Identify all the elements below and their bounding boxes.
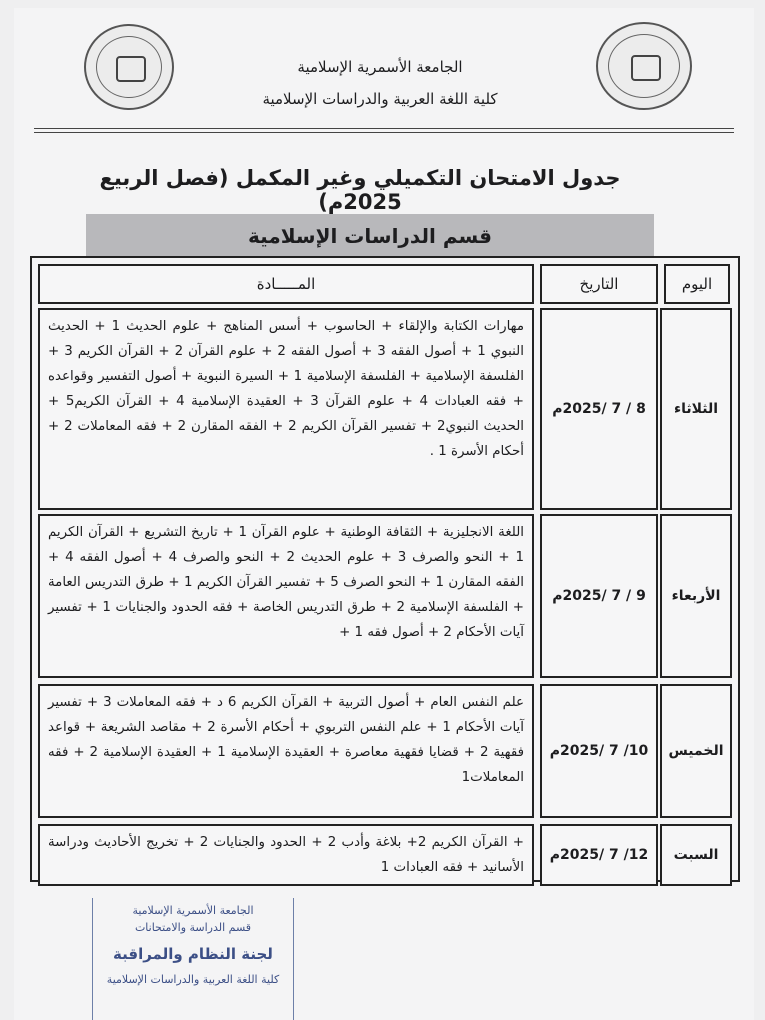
row-date-tuesday: 8 / 7 /2025م bbox=[540, 308, 658, 510]
university-logo-icon bbox=[84, 24, 174, 110]
row-subjects-tuesday: مهارات الكتابة والإلقاء + الحاسوب + أسس المناهج + علوم الحديث 1 + الحديث النبوي 1 + أصول الفقه 3 + أصول الفقه 2 + علوم القرآن 2 + القرآن الكريم 3 + الفلسفة الإسلامية + الفلسفة الإسلامية 1 + السيرة النبوية + أصول التفسير وقواعده + فقه العبادات 4 + علوم القرآن 3 + العقيدة الإسلامية 4 + القرآن الكريم5 + الحديث النبوي2 + تفسير القرآن الكريم 2 + الفقه المقارن 2 + فقه المعاملات 2 + أحكام الأسرة 1 . bbox=[38, 308, 534, 510]
row-subjects-saturday: + القرآن الكريم 2+ بلاغة وأدب 2 + الحدود والجنايات 2 + تخريج الأحاديث ودراسة الأسانيد + فقه العبادات 1 bbox=[38, 824, 534, 886]
page-title: جدول الامتحان التكميلي وغير المكمل (فصل الربيع 2025م) bbox=[99, 166, 621, 214]
stamp-line-faculty: كلية اللغة العربية والدراسات الإسلامية bbox=[106, 973, 280, 986]
row-subjects-thursday: علم النفس العام + أصول التربية + القرآن الكريم 6 د + فقه المعاملات 3 + تفسير آيات الأحكام 1 + علم النفس التربوي + أحكام الأسرة 2 + مقاصد الشريعة + قواعد فقهية 2 + قضايا فقهية معاصرة + العقيدة الإسلامية 1 + العقيدة الإسلامية 2 + فقه المعاملات1 bbox=[38, 684, 534, 818]
row-date-wednesday: 9 / 7 /2025م bbox=[540, 514, 658, 678]
stamp-line-committee: لجنة النظام والمراقبة bbox=[113, 945, 273, 963]
row-day-wednesday: الأربعاء bbox=[660, 514, 732, 678]
row-date-saturday: 12/ 7 /2025م bbox=[540, 824, 658, 886]
row-day-saturday: السبت bbox=[660, 824, 732, 886]
row-day-tuesday: الثلاثاء bbox=[660, 308, 732, 510]
header-divider bbox=[34, 128, 734, 133]
faculty-name: كلية اللغة العربية والدراسات الإسلامية bbox=[262, 90, 498, 108]
faculty-logo-icon bbox=[596, 22, 692, 110]
row-date-thursday: 10/ 7 /2025م bbox=[540, 684, 658, 818]
header-date: التاريخ bbox=[540, 264, 658, 304]
row-subjects-wednesday: اللغة الانجليزية + الثقافة الوطنية + علوم القرآن 1 + تاريخ التشريع + القرآن الكريم 1 + النحو والصرف 3 + علوم الحديث 2 + النحو والصرف 4 + أصول الفقه 4 + الفقه المقارن 1 + النحو الصرف 5 + تفسير القرآن الكريم 1 + طرق التدريس العامة + الفلسفة الإسلامية 2 + طرق التدريس الخاصة + فقه الحدود والجنايات 1 + تفسير آيات الأحكام 2 + أصول فقه 1 + bbox=[38, 514, 534, 678]
university-name: الجامعة الأسمرية الإسلامية bbox=[297, 58, 463, 76]
department-name: قسم الدراسات الإسلامية bbox=[248, 224, 492, 248]
stamp-line-university: الجامعة الأسمرية الإسلامية bbox=[132, 904, 254, 917]
header-day: اليوم bbox=[664, 264, 730, 304]
stamp-line-department: قسم الدراسة والامتحانات bbox=[134, 921, 252, 934]
row-day-thursday: الخميس bbox=[660, 684, 732, 818]
committee-stamp bbox=[92, 898, 294, 1020]
header-subject: المـــــادة bbox=[38, 264, 534, 304]
